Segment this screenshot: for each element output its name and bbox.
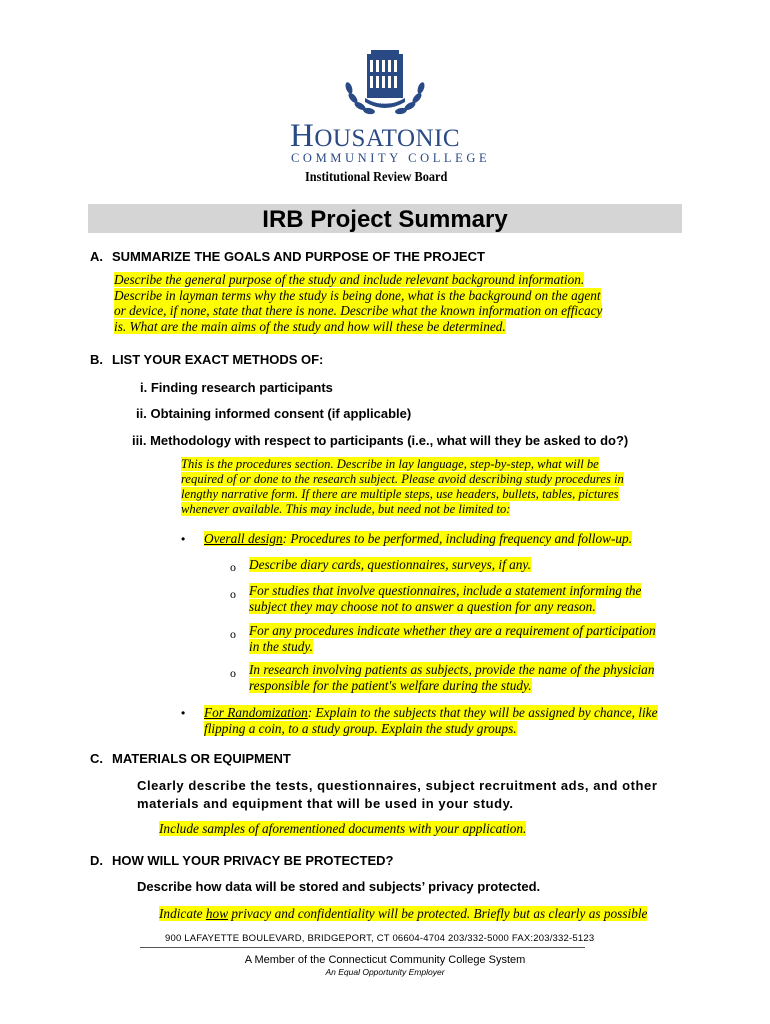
bullet-icon: • bbox=[181, 706, 186, 720]
randomization-item bbox=[204, 705, 682, 736]
sub-item bbox=[249, 557, 681, 573]
sub-item-line: For studies that involve questionnaires, include a statement informing the bbox=[249, 583, 642, 598]
section-a-line: Describe in layman terms why the study is being done, what is the background on the agent bbox=[114, 287, 601, 303]
footer-divider bbox=[140, 947, 585, 948]
footer-eoe: An Equal Opportunity Employer bbox=[325, 967, 445, 977]
section-a-line: or device, if none, state that there is none. Describe what the known information on efficacy bbox=[114, 303, 603, 318]
sub-item-line: subject they may choose not to answer a question for any reason. bbox=[249, 598, 596, 614]
section-c-title: MATERIALS OR EQUIPMENT bbox=[112, 751, 291, 766]
department-name: Institutional Review Board bbox=[305, 170, 448, 185]
section-c-heading bbox=[90, 751, 291, 766]
sub-item-line: responsible for the patient's welfare during the study. bbox=[249, 677, 532, 693]
sub-item bbox=[249, 583, 681, 614]
section-b-title: LIST YOUR EXACT METHODS OF: bbox=[112, 352, 324, 367]
section-d-note-underlined: how bbox=[205, 906, 229, 921]
sub-item bbox=[249, 662, 681, 693]
section-d-letter: D. bbox=[90, 853, 103, 868]
section-c-letter: C. bbox=[90, 751, 103, 766]
sub-item-line: in the study. bbox=[249, 638, 313, 654]
method-text: Obtaining informed consent (if applicable) bbox=[150, 406, 412, 421]
sub-item bbox=[249, 623, 681, 654]
procedures-line: required of or done to the research subject. Please avoid describing study procedures in bbox=[181, 472, 624, 486]
footer-member: A Member of the Connecticut Community College System bbox=[244, 954, 526, 966]
section-a-letter: A. bbox=[90, 249, 103, 264]
section-d-note bbox=[159, 906, 647, 922]
method-num: i. bbox=[140, 380, 148, 395]
sub-bullet-icon: o bbox=[230, 627, 236, 641]
section-d-note-text: Indicate bbox=[159, 906, 206, 921]
procedures-line: This is the procedures section. Describe in lay language, step-by-step, what will be bbox=[181, 457, 599, 471]
sub-bullet-icon: o bbox=[230, 666, 236, 680]
overall-design-label: Overall design bbox=[204, 531, 283, 546]
overall-design-item bbox=[204, 531, 632, 547]
section-b-letter: B. bbox=[90, 352, 103, 367]
section-c-note-text: Include samples of aforementioned documents with your application. bbox=[159, 821, 527, 836]
wordmark-cap: H bbox=[290, 118, 315, 154]
sub-item-line: Describe diary cards, questionnaires, surveys, if any. bbox=[249, 557, 531, 572]
overall-design-text: : Procedures to be performed, including frequency and follow-up. bbox=[282, 531, 633, 546]
procedures-line: whenever available. This may include, but need not be limited to: bbox=[181, 502, 511, 516]
section-c-body-line: Clearly describe the tests, questionnaires, subject recruitment ads, and other bbox=[137, 778, 658, 793]
bullet-icon: • bbox=[181, 532, 186, 546]
section-d-title: HOW WILL YOUR PRIVACY BE PROTECTED? bbox=[112, 853, 394, 868]
college-wordmark bbox=[290, 120, 460, 153]
section-a-description bbox=[114, 272, 680, 334]
college-subtitle: COMMUNITY COLLEGE bbox=[291, 151, 491, 165]
section-d-note-text: privacy and confidentiality will be protected. Briefly but as clearly as possible bbox=[228, 906, 648, 921]
method-text: Finding research participants bbox=[150, 380, 333, 395]
sub-item-line: For any procedures indicate whether they are a requirement of participation bbox=[249, 623, 656, 638]
method-item-3 bbox=[132, 433, 628, 448]
title-banner bbox=[88, 204, 682, 233]
college-logo bbox=[335, 48, 435, 120]
procedures-description bbox=[181, 457, 680, 517]
page-title: IRB Project Summary bbox=[262, 206, 508, 233]
sub-item-line: In research involving patients as subjects, provide the name of the physician bbox=[249, 662, 655, 677]
method-text: Methodology with respect to participants (i.e., what will they be asked to do?) bbox=[150, 433, 629, 448]
section-d-body: Describe how data will be stored and subjects’ privacy protected. bbox=[137, 879, 541, 894]
section-c-note bbox=[159, 821, 526, 837]
section-a-line: is. What are the main aims of the study and how will these be determined. bbox=[114, 318, 506, 334]
method-item-1 bbox=[140, 380, 333, 395]
randomization-text: flipping a coin, to a study group. Explain the study groups. bbox=[204, 720, 517, 736]
section-a-title: SUMMARIZE THE GOALS AND PURPOSE OF THE PROJECT bbox=[112, 249, 485, 264]
randomization-label: For Randomization bbox=[204, 705, 308, 720]
section-c-body-line: materials and equipment that will be used in your study. bbox=[137, 796, 514, 811]
sub-bullet-icon: o bbox=[230, 587, 236, 601]
footer-address: 900 LAFAYETTE BOULEVARD, BRIDGEPORT, CT 06604-4704 203/332-5000 FAX:203/332-5123 bbox=[165, 933, 595, 944]
method-item-2 bbox=[136, 406, 411, 421]
method-num: iii. bbox=[132, 433, 147, 448]
section-b-heading bbox=[90, 352, 323, 367]
section-a-line: Describe the general purpose of the study and include relevant background information. bbox=[114, 272, 585, 287]
method-num: ii. bbox=[136, 406, 147, 421]
section-d-heading bbox=[90, 853, 393, 868]
wordmark-rest: OUSATONIC bbox=[314, 125, 461, 152]
section-c-body bbox=[137, 777, 682, 813]
section-a-heading bbox=[90, 249, 485, 264]
logo-year: 1966 bbox=[379, 103, 391, 109]
randomization-text: : Explain to the subjects that they will be assigned by chance, like bbox=[307, 705, 658, 720]
procedures-line: lengthy narrative form. If there are multiple steps, use headers, bullets, tables, pictures bbox=[181, 487, 619, 501]
sub-bullet-icon: o bbox=[230, 560, 236, 574]
